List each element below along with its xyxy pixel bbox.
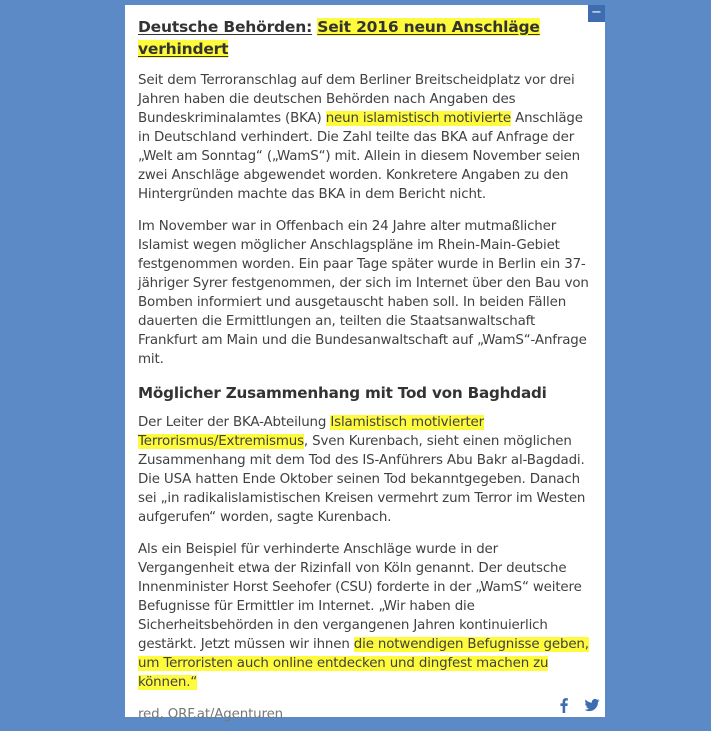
paragraph-4 [138,540,592,692]
twitter-icon[interactable] [584,697,600,713]
paragraph-4-text-a: Als ein Beispiel für verhinderte Anschläge wurde in der Vergangenheit etwa der Rizinfall von Köln genannt. Der deutsche Innenminister Horst Seehofer (CSU) forderte in der „WamS“ weitere Befugnisse für Ermittler im Internet. „Wir haben die Sicherheitsbehörden in den vergangenen Jahren kontinuierlich gestärkt. Jetzt müssen wir ihnen [138,542,582,652]
facebook-icon[interactable] [556,697,572,713]
paragraph-3-highlight: Islamistisch motivierter Terrorismus/Extremismus [138,415,484,449]
paragraph-1-text-b: Anschläge in Deutschland verhindert. Die Zahl teilte das BKA auf Anfrage der „Welt am Sonntag“ („WamS“) mit. Allein in diesem November seien zwei Anschläge abgewendet worden. Konkretere Angaben zu den Hintergründen machte das BKA in dem Bericht nicht. [138,111,583,202]
share-bar [556,697,600,713]
collapse-button[interactable] [588,5,605,22]
paragraph-3-text-b: , Sven Kurenbach, sieht einen möglichen Zusammenhang mit dem Tod des IS-Anführers Abu Bakr al-Bagdadi. Die USA hatten Ende Oktober seinen Tod bekanntgegeben. Danach sei „in radikalislamistischen Kreisen vermehrt zum Terror im Westen aufgerufen“ worden, sagte Kurenbach. [138,434,586,525]
paragraph-4-highlight: die notwendigen Befugnisse geben, um Terroristen auch online entdecken und dingfest machen zu können.“ [138,637,589,690]
paragraph-1 [138,71,592,204]
article-card [125,5,605,722]
article-headline [138,16,592,60]
headline-title: Seit 2016 neun Anschläge verhindert [138,18,540,58]
paragraph-1-highlight: neun islamistisch motivierte [325,111,511,126]
subheading: Möglicher Zusammenhang mit Tod von Baghdadi [138,384,547,402]
source-credit: red, ORF.at/Agenturen [138,707,283,722]
headline-kicker: Deutsche Behörden: [138,18,313,36]
paragraph-1-text-a: Seit dem Terroranschlag auf dem Berliner Breitscheidplatz vor drei Jahren haben die deutschen Behörden nach Angaben des Bundeskriminalamtes (BKA) [138,73,575,126]
paragraph-2: Im November war in Offenbach ein 24 Jahre alter mutmaßlicher Islamist wegen möglicher Anschlagspläne im Rhein-Main-Gebiet festgenommen worden. Ein paar Tage später wurde in Berlin ein 37-jähriger Syrer festgenommen, der sich im Internet über den Bau von Bomben informiert und ausgetauscht haben soll. In beiden Fällen dauerten die Ermittlungen an, teilten die Staatsanwaltschaft Frankfurt am Main und die Bundesanwaltschaft auf „WamS“-Anfrage mit. [138,219,589,367]
minus-icon: − [591,5,602,20]
paragraph-3 [138,413,592,527]
paragraph-3-text-a: Der Leiter der BKA-Abteilung [138,415,331,430]
